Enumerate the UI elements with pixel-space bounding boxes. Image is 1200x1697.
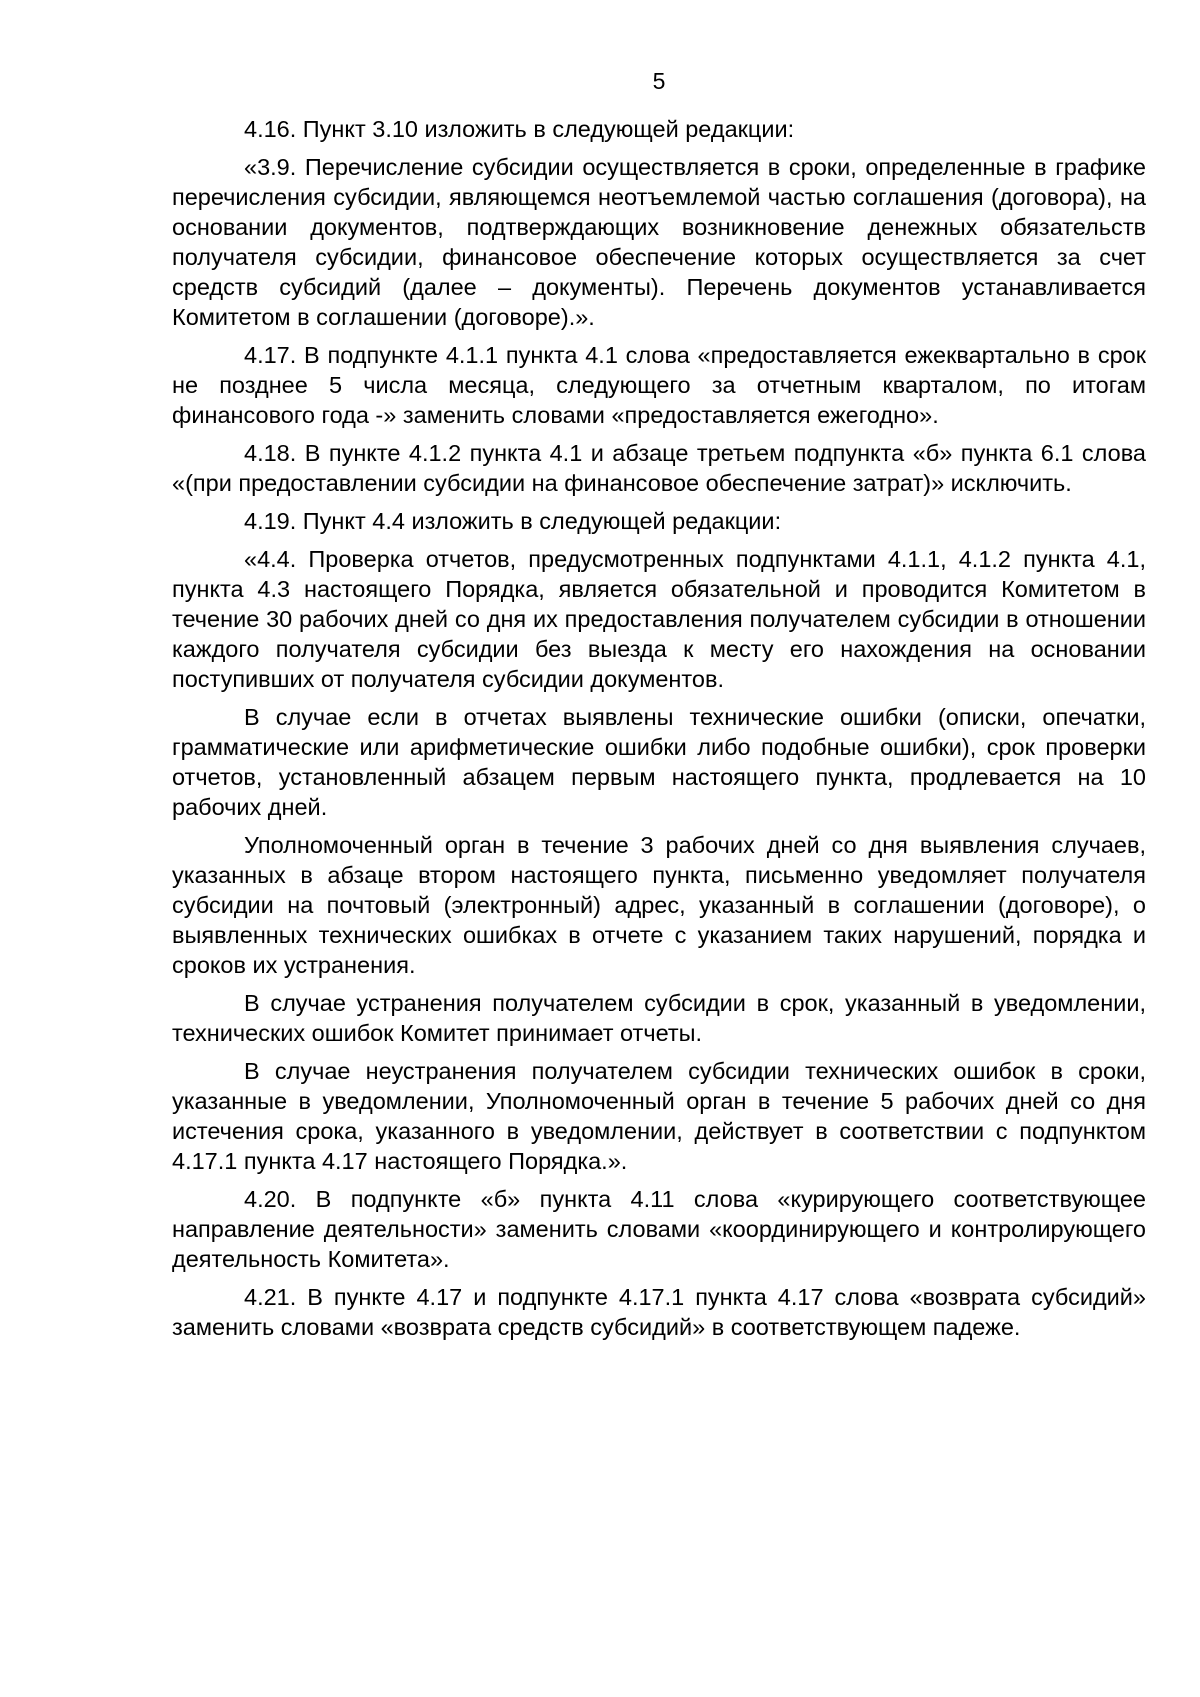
paragraph-4-18: 4.18. В пункте 4.1.2 пункта 4.1 и абзаце третьем подпункта «б» пункта 6.1 слова «(при предоставлении субсидии на финансовое обеспечение затрат)» исключить. [172, 440, 1146, 496]
paragraph-4-20: 4.20. В подпункте «б» пункта 4.11 слова «курирующего соответствующее направление деятельности» заменить словами «координирующего и контролирующего деятельность Комитета». [172, 1186, 1146, 1272]
paragraph-3-9-quote: «3.9. Перечисление субсидии осуществляется в сроки, определенные в графике перечисления субсидии, являющемся неотъемлемой частью соглашения (договора), на основании документов, подтверждающих возникновение денежных обязательств получателя субсидии, финансовое обеспечение которых осуществляется за счет средств субсидий (далее – документы). Перечень документов устанавливается Комитетом в соглашении (договоре).». [172, 154, 1146, 330]
paragraph-non-elimination: В случае неустранения получателем субсидии технических ошибок в сроки, указанные в уведомлении, Уполномоченный орган в течение 5 рабочих дней со дня истечения срока, указанного в уведомлении, действует в соответствии с подпунктом 4.17.1 пункта 4.17 настоящего Порядка.». [172, 1058, 1146, 1174]
paragraph-technical-errors: В случае если в отчетах выявлены технические ошибки (описки, опечатки, грамматические или арифметические ошибки либо подобные ошибки), срок проверки отчетов, установленный абзацем первым настоящего пункта, продлевается на 10 рабочих дней. [172, 704, 1146, 820]
paragraph-elimination: В случае устранения получателем субсидии в срок, указанный в уведомлении, технических ошибок Комитет принимает отчеты. [172, 990, 1146, 1046]
document-page [172, 66, 1146, 1350]
paragraph-notification: Уполномоченный орган в течение 3 рабочих дней со дня выявления случаев, указанных в абзаце втором настоящего пункта, письменно уведомляет получателя субсидии на почтовый (электронный) адрес, указанный в соглашении (договоре), о выявленных технических ошибках в отчете с указанием таких нарушений, порядка и сроков их устранения. [172, 832, 1146, 978]
page-number: 5 [652, 68, 666, 94]
paragraph-4-17: 4.17. В подпункте 4.1.1 пункта 4.1 слова «предоставляется ежеквартально в срок не позднее 5 числа месяца, следующего за отчетным кварталом, по итогам финансового года -» заменить словами «предоставляется ежегодно». [172, 342, 1146, 428]
paragraph-4-16: 4.16. Пункт 3.10 изложить в следующей редакции: [244, 116, 795, 142]
paragraph-4-4-quote: «4.4. Проверка отчетов, предусмотренных подпунктами 4.1.1, 4.1.2 пункта 4.1, пункта 4.3 настоящего Порядка, является обязательной и проводится Комитетом в течение 30 рабочих дней со дня их предоставления получателем субсидии в отношении каждого получателя субсидии без выезда к месту его нахождения на основании поступивших от получателя субсидии документов. [172, 546, 1146, 692]
paragraph-4-19: 4.19. Пункт 4.4 изложить в следующей редакции: [244, 508, 782, 534]
paragraph-4-21: 4.21. В пункте 4.17 и подпункте 4.17.1 пункта 4.17 слова «возврата субсидий» заменить словами «возврата средств субсидий» в соответствующем падеже. [172, 1284, 1146, 1340]
